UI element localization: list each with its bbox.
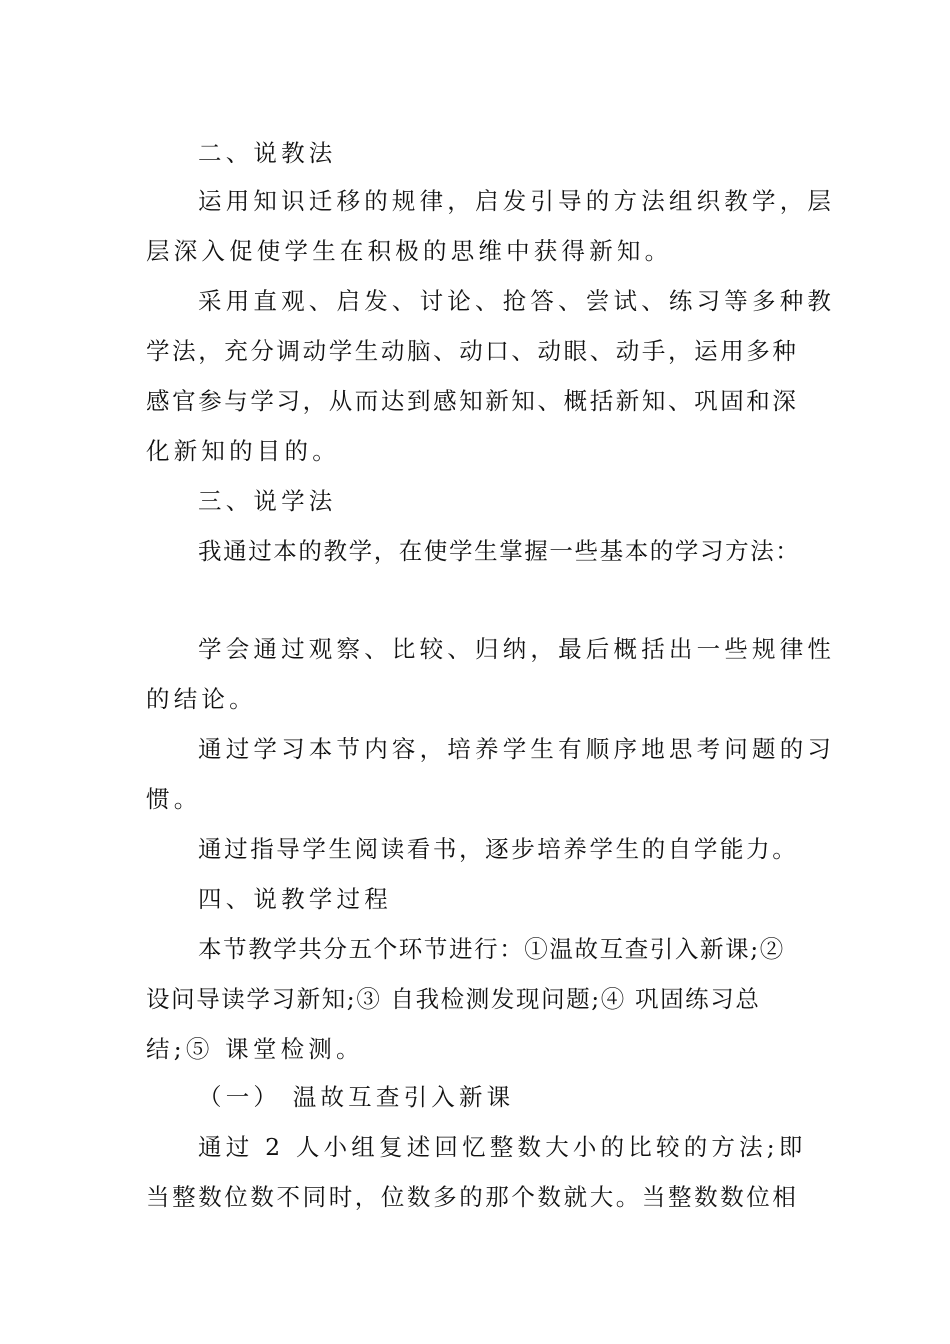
paragraph-line: 本节教学共分五个环节进行：①温故互查引入新课;② — [198, 935, 785, 963]
section-heading-teaching-process: 四、说教学过程 — [198, 885, 392, 913]
paragraph-line: 化新知的目的。 — [146, 437, 340, 465]
subsection-heading: （一） 温故互查引入新课 — [198, 1083, 515, 1111]
paragraph-line: 学会通过观察、比较、归纳，最后概括出一些规律性 — [198, 635, 836, 663]
paragraph-line: 层深入促使学生在积极的思维中获得新知。 — [146, 237, 673, 265]
paragraph-line: 设问导读学习新知;③ 自我检测发现问题;④ 巩固练习总 — [146, 985, 761, 1013]
paragraph-line: 我通过本的教学，在使学生掌握一些基本的学习方法： — [198, 537, 801, 565]
section-heading-teaching-method: 二、说教法 — [198, 139, 337, 167]
section-heading-learning-method: 三、说学法 — [198, 487, 337, 515]
paragraph-line: 采用直观、启发、讨论、抢答、尝试、练习等多种教 — [198, 287, 836, 315]
paragraph-line: 通过 2 人小组复述回忆整数大小的比较的方法;即 — [198, 1133, 807, 1161]
paragraph-line: 运用知识迁移的规律，启发引导的方法组织教学，层 — [198, 187, 836, 215]
paragraph-line: 通过指导学生阅读看书，逐步培养学生的自学能力。 — [198, 835, 799, 863]
paragraph-line: 的结论。 — [146, 685, 257, 713]
paragraph-line: 当整数位数不同时，位数多的那个数就大。当整数数位相 — [146, 1183, 799, 1211]
paragraph-line: 感官参与学习，从而达到感知新知、概括新知、巩固和深 — [146, 387, 799, 415]
paragraph-line: 结;⑤ 课堂检测。 — [146, 1035, 364, 1063]
paragraph-line: 通过学习本节内容，培养学生有顺序地思考问题的习 — [198, 735, 836, 763]
paragraph-line: 惯。 — [146, 785, 202, 813]
paragraph-line: 学法，充分调动学生动脑、动口、动眼、动手，运用多种 — [146, 337, 799, 365]
